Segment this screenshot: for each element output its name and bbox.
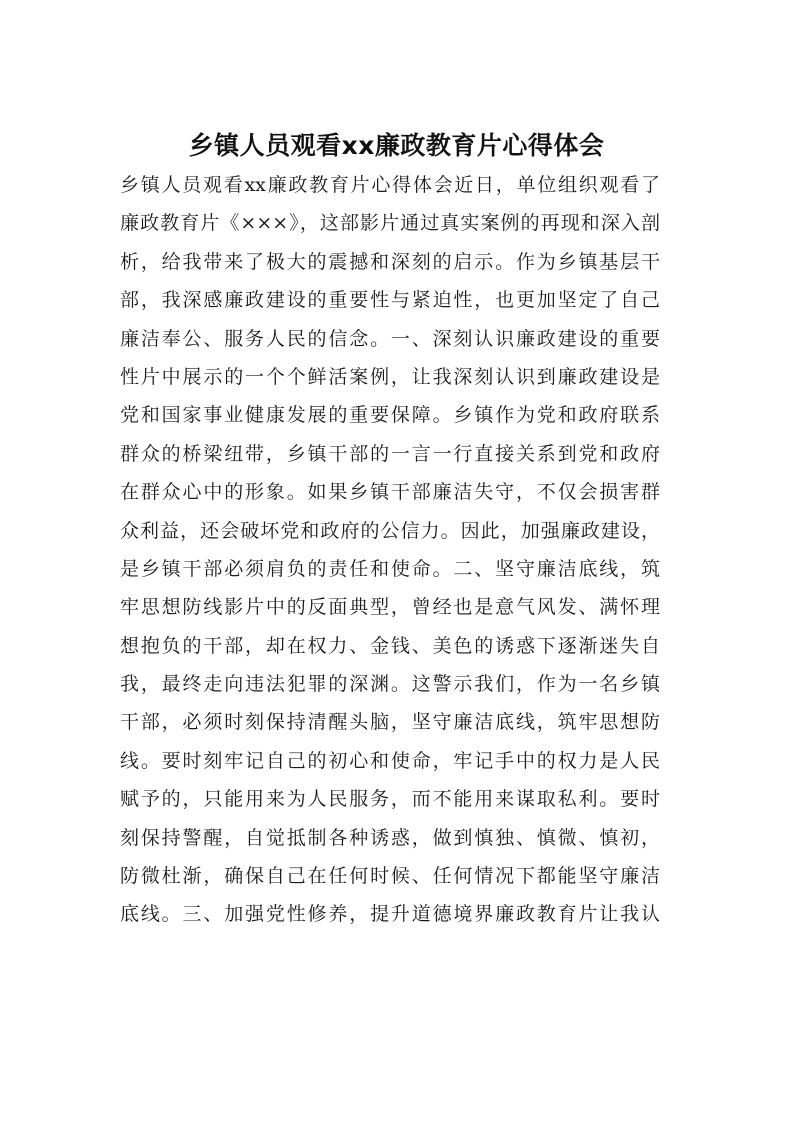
body-line: 线。要时刻牢记自己的初心和使命，牢记手中的权力是人民 (120, 749, 660, 772)
body-line: 析，给我带来了极大的震撼和深刻的启示。作为乡镇基层干 (120, 250, 660, 273)
body-line: 廉政教育片《×××》，这部影片通过真实案例的再现和深入剖 (120, 212, 660, 235)
document-title: 乡镇人员观看xx廉政教育片心得体会 (188, 131, 605, 160)
body-line: 底线。三、加强党性修养，提升道德境界廉政教育片让我认 (120, 903, 660, 926)
document-body (120, 166, 660, 934)
body-line: 部，我深感廉政建设的重要性与紧迫性，也更加坚定了自己 (120, 289, 660, 312)
body-line: 廉洁奉公、服务人民的信念。一、深刻认识廉政建设的重要 (120, 327, 660, 350)
body-line: 刻保持警醒，自觉抵制各种诱惑，做到慎独、慎微、慎初， (120, 826, 660, 849)
body-line: 我，最终走向违法犯罪的深渊。这警示我们，作为一名乡镇 (120, 673, 660, 696)
body-line: 性片中展示的一个个鲜活案例，让我深刻认识到廉政建设是 (120, 365, 660, 388)
body-line: 赋予的，只能用来为人民服务，而不能用来谋取私利。要时 (120, 788, 660, 811)
body-line: 群众的桥梁纽带，乡镇干部的一言一行直接关系到党和政府 (120, 442, 660, 465)
body-line: 党和国家事业健康发展的重要保障。乡镇作为党和政府联系 (120, 404, 660, 427)
body-line: 乡镇人员观看xx廉政教育片心得体会近日，单位组织观看了 (120, 174, 660, 196)
body-line: 防微杜渐，确保自己在任何时候、任何情况下都能坚守廉洁 (120, 865, 660, 888)
body-line: 牢思想防线影片中的反面典型，曾经也是意气风发、满怀理 (120, 596, 660, 619)
body-line: 干部，必须时刻保持清醒头脑，坚守廉洁底线，筑牢思想防 (120, 711, 660, 734)
body-line: 是乡镇干部必须肩负的责任和使命。二、坚守廉洁底线，筑 (120, 557, 660, 580)
body-line: 想抱负的干部，却在权力、金钱、美色的诱惑下逐渐迷失自 (120, 634, 660, 657)
body-line: 在群众心中的形象。如果乡镇干部廉洁失守，不仅会损害群 (120, 481, 660, 504)
body-line: 众利益，还会破坏党和政府的公信力。因此，加强廉政建设， (120, 519, 660, 542)
